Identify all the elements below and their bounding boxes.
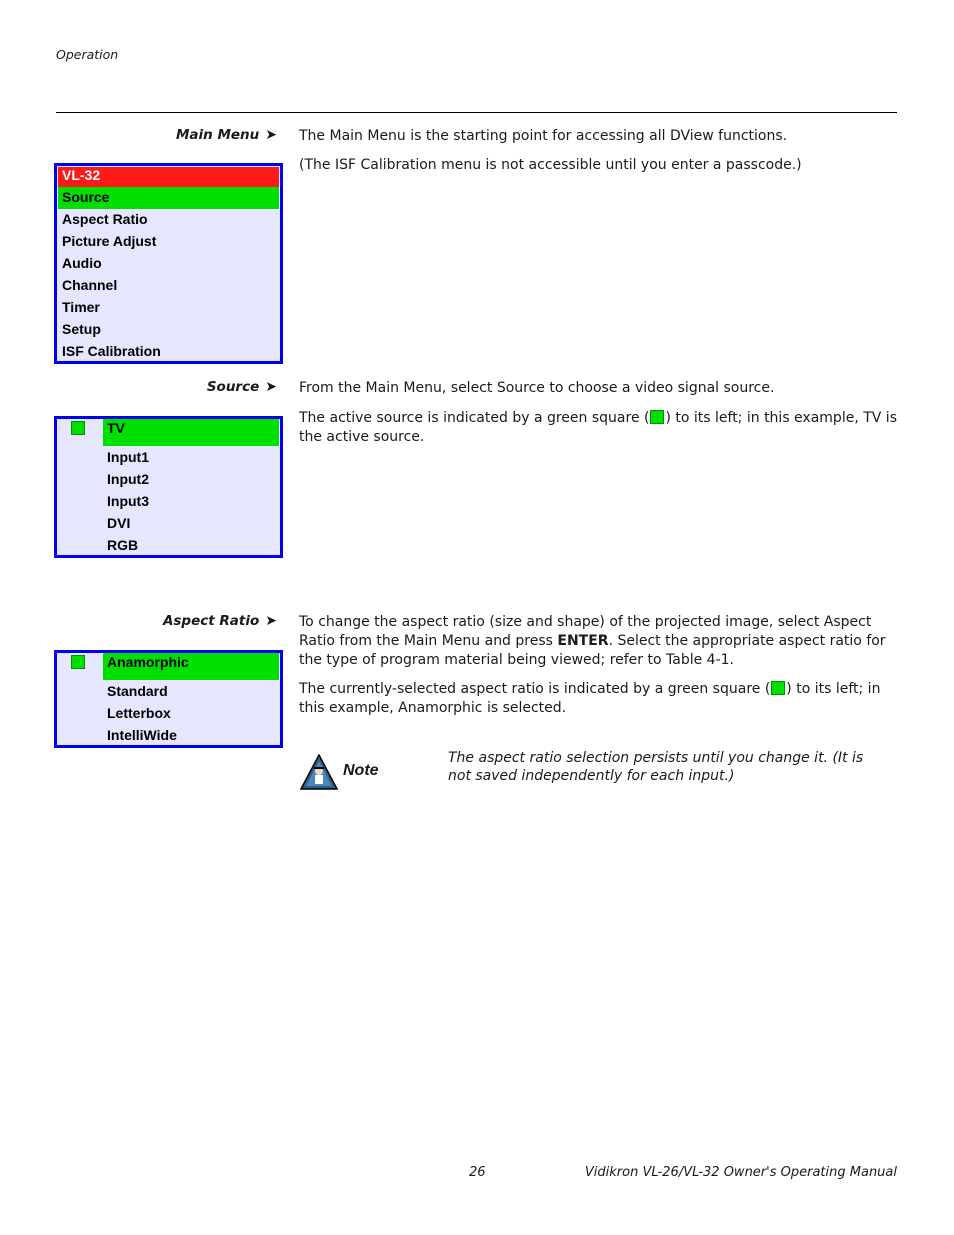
aspect-ratio-menu-osd [54, 650, 283, 748]
aspect-item-label: Anamorphic [103, 653, 279, 680]
menu-title-bar: VL-32 [58, 167, 279, 187]
source-item-tv[interactable] [57, 419, 280, 448]
source-para-2-end: ) to its left; in this example, TV is the active source. [299, 410, 897, 445]
running-header: Operation [56, 47, 119, 62]
source-para-2-start: The active source is indicated by a green square ( [299, 410, 650, 426]
source-heading-text: Source [206, 379, 260, 395]
aspect-item-label: Letterbox [107, 705, 171, 721]
header-rule [56, 112, 897, 113]
note-text: The aspect ratio selection persists until you change it. (It is not saved independently for each input.) [448, 750, 864, 784]
aspect-ratio-para-1-start: To change the aspect ratio (size and shape) of the projected image, select Aspect Ratio from the Main Menu and press [299, 614, 872, 649]
aspect-item-letterbox[interactable] [57, 704, 280, 726]
source-item-rgb[interactable] [57, 536, 280, 558]
aspect-ratio-heading-text: Aspect Ratio [162, 613, 260, 629]
main-menu-para-1: The Main Menu is the starting point for accessing all DView functions. [299, 128, 788, 144]
note-warning-icon [300, 754, 338, 790]
source-item-label: RGB [107, 537, 139, 553]
source-item-input2[interactable] [57, 470, 280, 492]
source-item-label: Input3 [107, 493, 149, 509]
source-item-label: Input1 [107, 449, 149, 465]
aspect-ratio-para-2 [299, 680, 897, 718]
aspect-ratio-para-1 [299, 613, 897, 670]
note-label: Note [343, 762, 379, 779]
menu-item-timer[interactable]: Timer [62, 299, 100, 315]
aspect-ratio-para-2-start: The currently-selected aspect ratio is indicated by a green square ( [299, 681, 771, 697]
source-heading [207, 379, 277, 395]
source-para-2 [299, 409, 897, 447]
aspect-item-label: IntelliWide [107, 727, 177, 743]
menu-item-source[interactable]: Source [58, 187, 279, 209]
green-square-icon [650, 410, 664, 424]
arrow-right-icon: ➤ [265, 127, 277, 143]
source-item-dvi[interactable] [57, 514, 280, 536]
aspect-ratio-heading [163, 613, 277, 629]
aspect-item-standard[interactable] [57, 682, 280, 704]
aspect-item-label: Standard [107, 683, 168, 699]
aspect-ratio-para-1-end: . Select the appropriate aspect ratio for the type of program material being viewed; refer to Table 4-1. [299, 633, 886, 668]
menu-item-isf-calibration[interactable]: ISF Calibration [62, 343, 161, 359]
aspect-item-anamorphic[interactable] [57, 653, 280, 682]
main-menu-osd [54, 163, 283, 364]
source-para-1: From the Main Menu, select Source to choose a video signal source. [299, 380, 775, 396]
arrow-right-icon: ➤ [265, 379, 277, 395]
enter-key-label: ENTER [557, 633, 609, 649]
manual-title: Vidikron VL-26/VL-32 Owner's Operating Manual [584, 1165, 897, 1180]
active-indicator-icon [71, 655, 85, 669]
source-item-input1[interactable] [57, 448, 280, 470]
menu-item-aspect-ratio[interactable]: Aspect Ratio [62, 211, 148, 227]
page-number: 26 [469, 1165, 486, 1180]
green-square-icon [771, 681, 785, 695]
active-indicator-icon [71, 421, 85, 435]
source-item-label: Input2 [107, 471, 149, 487]
menu-item-picture-adjust[interactable]: Picture Adjust [62, 233, 157, 249]
main-menu-para-2: (The ISF Calibration menu is not accessible until you enter a passcode.) [299, 157, 802, 173]
menu-item-audio[interactable]: Audio [62, 255, 102, 271]
aspect-item-intelliwide[interactable] [57, 726, 280, 748]
source-menu-osd [54, 416, 283, 558]
source-item-label: TV [103, 419, 279, 446]
aspect-ratio-para-2-end: ) to its left; in this example, Anamorphic is selected. [299, 681, 881, 716]
main-menu-heading [176, 127, 277, 143]
arrow-right-icon: ➤ [265, 613, 277, 629]
source-item-input3[interactable] [57, 492, 280, 514]
menu-item-channel[interactable]: Channel [62, 277, 118, 293]
source-item-label: DVI [107, 515, 131, 531]
main-menu-heading-text: Main Menu [175, 127, 260, 143]
menu-item-setup[interactable]: Setup [62, 321, 101, 337]
